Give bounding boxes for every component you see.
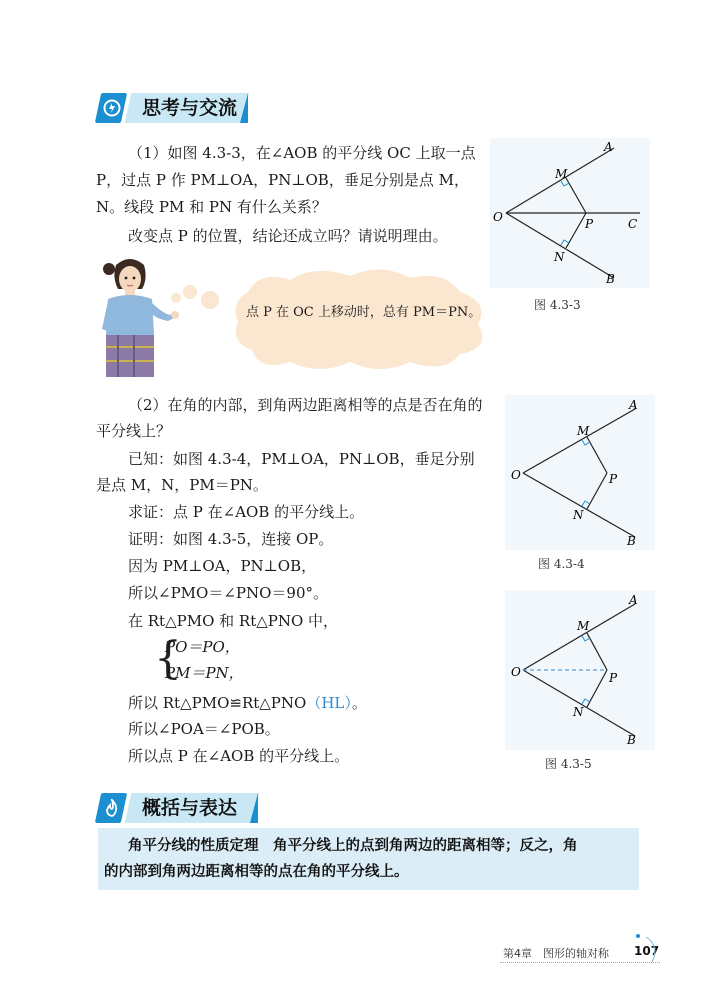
q1-line4: 改变点 P 的位置，结论还成立吗？请说明理由。	[128, 227, 448, 245]
proof-line3: 所以∠PMO＝∠PNO＝90°。	[128, 584, 328, 602]
page-number: 107	[634, 944, 660, 958]
section-header-think-discuss	[98, 93, 258, 123]
proof-line4: 在 Rt△PMO 和 Rt△PNO 中，	[128, 612, 339, 630]
proof-line5	[128, 690, 367, 716]
section-title: 思考与交流	[142, 97, 238, 119]
given-line2: 是点 M，N，PM＝PN。	[96, 476, 268, 494]
speech-text: 点 P 在 OC 上移动时，总有 PM＝PN。	[246, 305, 482, 320]
label-A: A	[629, 398, 638, 412]
figure-4-3-4	[505, 395, 655, 550]
lightbulb-icon	[102, 99, 122, 117]
q1-line2: P，过点 P 作 PM⊥OA，PN⊥OB，垂足分别是点 M，	[96, 171, 469, 189]
label-N: N	[573, 705, 584, 719]
think-icon-box	[95, 93, 127, 123]
q1-line3: N。线段 PM 和 PN 有什么关系？	[96, 198, 327, 216]
label-N: N	[554, 250, 565, 264]
theorem-line1: 角平分线的性质定理 角平分线上的点到角两边的距离相等；反之，角	[128, 838, 578, 854]
label-M: M	[577, 619, 590, 633]
label-P: P	[585, 217, 594, 231]
proof-line5-end: 。	[351, 694, 367, 712]
q2-line2: 平分线上？	[96, 422, 172, 440]
q1-line1: （1）如图 4.3-3，在∠AOB 的平分线 OC 上取一点	[128, 144, 476, 162]
section-header-summarize	[98, 793, 268, 823]
label-O: O	[511, 665, 521, 679]
label-P: P	[609, 671, 618, 685]
label-A: A	[629, 593, 638, 607]
fig1-caption: 图 4.3-3	[534, 298, 581, 312]
q2-line1: （2）在角的内部，到角两边距离相等的点是否在角的	[128, 396, 483, 414]
system-brace: {	[154, 633, 182, 684]
label-B: B	[627, 733, 636, 747]
label-N: N	[573, 508, 584, 522]
label-A: A	[604, 140, 613, 154]
footer-chapter: 第4章 图形的轴对称	[503, 947, 609, 960]
proof-line2: 因为 PM⊥OA，PN⊥OB，	[128, 557, 317, 575]
theorem-line2: 的内部到角两边距离相等的点在角的平分线上。	[104, 864, 409, 880]
brace-line2: PM＝PN，	[165, 664, 244, 682]
page-number-arc	[628, 932, 662, 966]
proof-line1: 证明：如图 4.3-5，连接 OP。	[128, 530, 334, 548]
label-P: P	[609, 472, 618, 486]
label-O: O	[493, 210, 503, 224]
proof-line7: 所以点 P 在∠AOB 的平分线上。	[128, 747, 350, 765]
proof-line5-main: 所以 Rt△PMO≌Rt△PNO	[128, 694, 307, 712]
fig3-caption: 图 4.3-5	[545, 757, 592, 771]
proof-line6: 所以∠POA＝∠POB。	[128, 720, 280, 738]
given-line1: 已知：如图 4.3-4，PM⊥OA，PN⊥OB，垂足分别	[128, 450, 475, 468]
flame-icon	[102, 799, 122, 817]
figure-4-3-3	[490, 138, 650, 288]
hl-label: （HL）	[306, 694, 352, 712]
section-title: 概括与表达	[142, 797, 238, 819]
summary-icon-box	[95, 793, 127, 823]
theorem-box	[98, 828, 639, 890]
figure-4-3-5	[505, 590, 655, 750]
label-C: C	[628, 217, 638, 231]
label-M: M	[555, 167, 568, 181]
label-B: B	[606, 272, 615, 286]
label-O: O	[511, 468, 521, 482]
label-B: B	[627, 534, 636, 548]
prove-line: 求证：点 P 在∠AOB 的平分线上。	[128, 503, 365, 521]
fig2-caption: 图 4.3-4	[538, 557, 585, 571]
brace-line1: PO＝PO，	[165, 638, 240, 656]
label-M: M	[577, 424, 590, 438]
